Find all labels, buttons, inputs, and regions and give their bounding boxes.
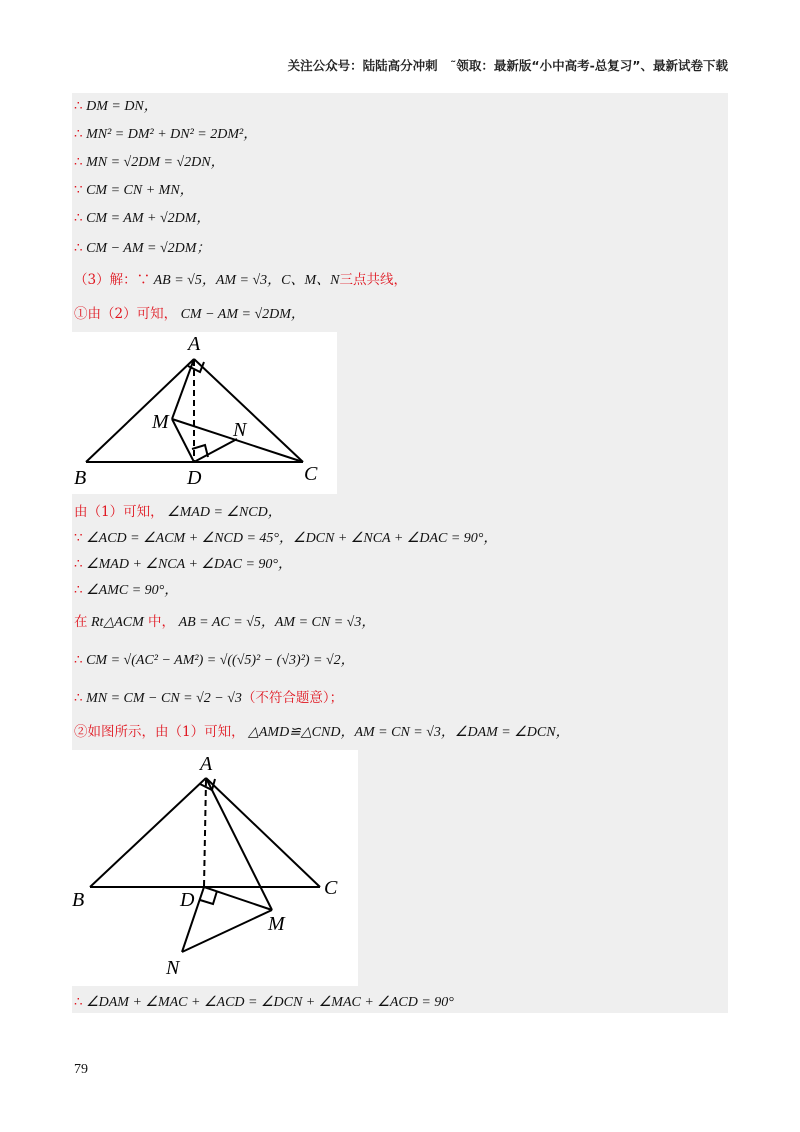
solution-line: ∴ CM = √(AC² − AM²) = √((√5)² − (√3)²) = √2，: [74, 652, 355, 668]
solution-line: ∴ ∠AMC = 90°，: [74, 582, 179, 598]
solution-line: ∴ CM − AM = √2DM；: [74, 240, 211, 256]
label-b: B: [74, 467, 87, 489]
solution-line: （3）解：∵ AB = √5，AM = √3，C、M、N三点共线，: [74, 272, 408, 288]
solution-line: ∴ DM = DN，: [74, 98, 158, 114]
label-a: A: [188, 333, 201, 355]
solution-line: ①由（2）可知， CM − AM = √2DM，: [74, 306, 305, 322]
solution-line: ∴ MN² = DM² + DN² = 2DM²，: [74, 126, 258, 142]
page-number: 79: [74, 1062, 88, 1077]
label-c: C: [324, 877, 338, 899]
solution-line: ∴ MN = CM − CN = √2 − √3（不符合题意）；: [74, 690, 344, 706]
label-b: B: [72, 889, 85, 911]
solution-line: 在 Rt△ACM 中， AB = AC = √5，AM = CN = √3，: [74, 614, 376, 630]
solution-line: ∴ MN = √2DM = √2DN，: [74, 154, 225, 170]
label-d: D: [187, 467, 202, 489]
solution-line: ∴ ∠MAD + ∠NCA + ∠DAC = 90°，: [74, 556, 292, 572]
solution-line: ∴ ∠DAM + ∠MAC + ∠ACD = ∠DCN + ∠MAC + ∠ACD = 90°: [74, 994, 454, 1010]
label-n: N: [233, 419, 247, 441]
solution-line: ∵ ∠ACD = ∠ACM + ∠NCD = 45°，∠DCN + ∠NCA + ∠DAC = 90°，: [74, 530, 498, 546]
label-c: C: [304, 463, 318, 485]
label-a: A: [200, 753, 213, 775]
solution-line: ②如图所示，由（1）可知， △AMD≌△CND，AM = CN = √3，∠DAM = ∠DCN，: [74, 724, 570, 740]
label-m: M: [268, 913, 285, 935]
solution-line: ∴ CM = AM + √2DM，: [74, 210, 211, 226]
label-m: M: [152, 411, 169, 433]
solution-line: 由（1）可知， ∠MAD = ∠NCD，: [74, 504, 282, 520]
figure-2: [72, 750, 358, 986]
label-n: N: [166, 957, 180, 979]
solution-line: ∵ CM = CN + MN，: [74, 182, 194, 198]
page-header: 关注公众号：陆陆高分冲刺 ˜领取：最新版“小中高考-总复习”、最新试卷下载: [287, 58, 728, 73]
figure-1: [72, 332, 337, 494]
label-d: D: [180, 889, 195, 911]
